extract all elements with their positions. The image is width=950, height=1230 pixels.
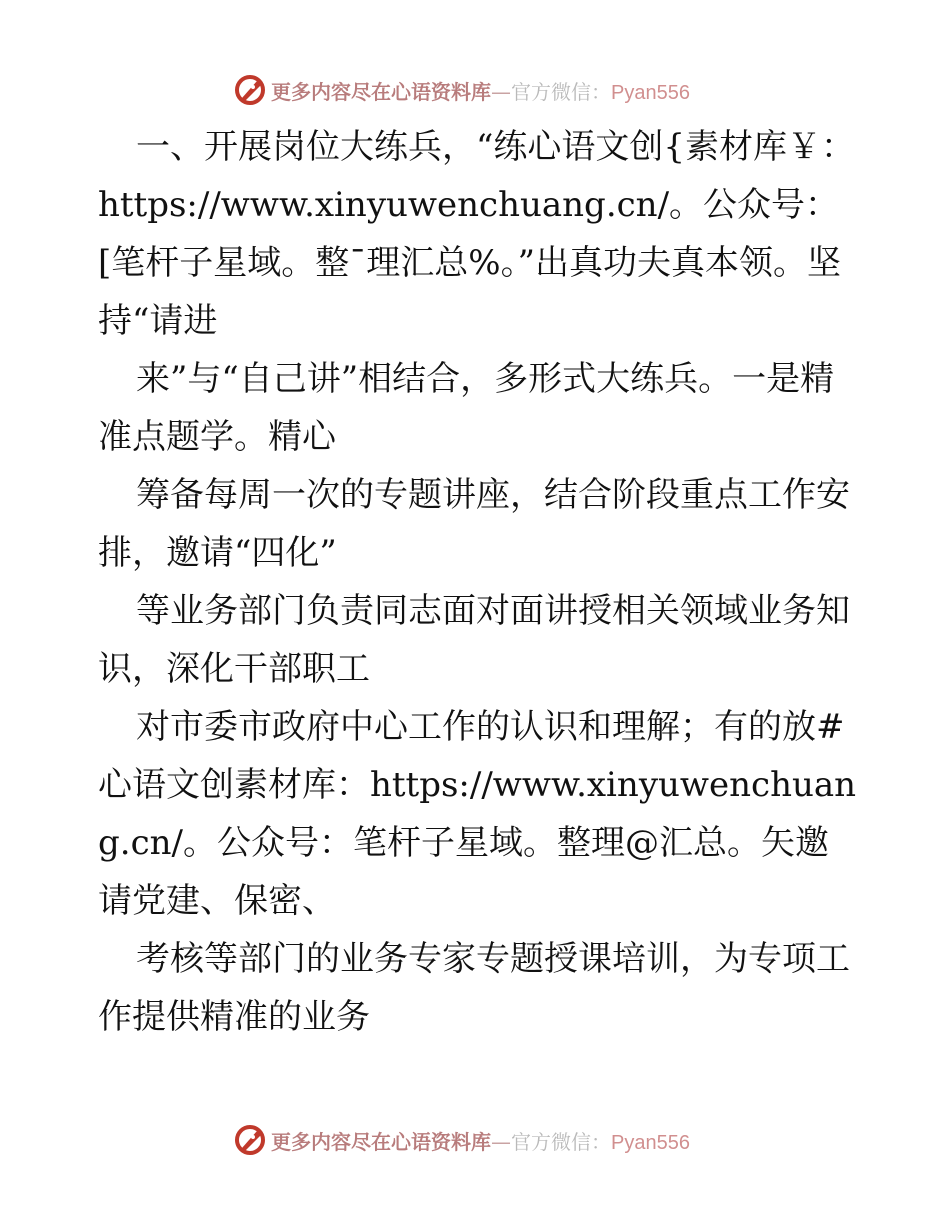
- banner-wechat-id: Pyan556: [611, 81, 690, 104]
- banner-separator: —: [491, 79, 511, 104]
- paragraph: 对市委市政府中心工作的认识和理解；有的放#心语文创素材库：https://www.xinyuwenchuang.cn/。公众号：笔杆子星域。整理@汇总。矢邀请党建、保密、: [98, 707, 857, 921]
- paragraph: 一、开展岗位大练兵，“练心语文创{素材库￥：https://www.xinyuwenchuang.cn/。公众号：[笔杆子星域。整¯理汇总%。”出真功夫真本领。坚持“请进: [98, 127, 856, 341]
- pen-nib-circle-icon: [233, 73, 267, 107]
- banner-main-text: 更多内容尽在心语资料库: [271, 1129, 491, 1154]
- header-banner: [233, 70, 690, 110]
- banner-text: [271, 1126, 690, 1155]
- banner-official-label: 官方微信：: [511, 79, 611, 104]
- footer-banner: [233, 1120, 690, 1160]
- banner-text: [271, 76, 690, 105]
- paragraph: 筹备每周一次的专题讲座，结合阶段重点工作安排，邀请“四化”: [98, 475, 850, 573]
- paragraph: 等业务部门负责同志面对面讲授相关领域业务知识，深化干部职工: [98, 591, 850, 689]
- banner-official-label: 官方微信：: [511, 1129, 611, 1154]
- paragraph: 来”与“自己讲”相结合，多形式大练兵。一是精准点题学。精心: [98, 359, 835, 457]
- paragraph: 考核等部门的业务专家专题授课培训，为专项工作提供精准的业务: [98, 939, 850, 1037]
- document-body: [98, 118, 858, 1046]
- banner-separator: —: [491, 1129, 511, 1154]
- banner-main-text: 更多内容尽在心语资料库: [271, 79, 491, 104]
- banner-wechat-id: Pyan556: [611, 1131, 690, 1154]
- pen-nib-circle-icon: [233, 1123, 267, 1157]
